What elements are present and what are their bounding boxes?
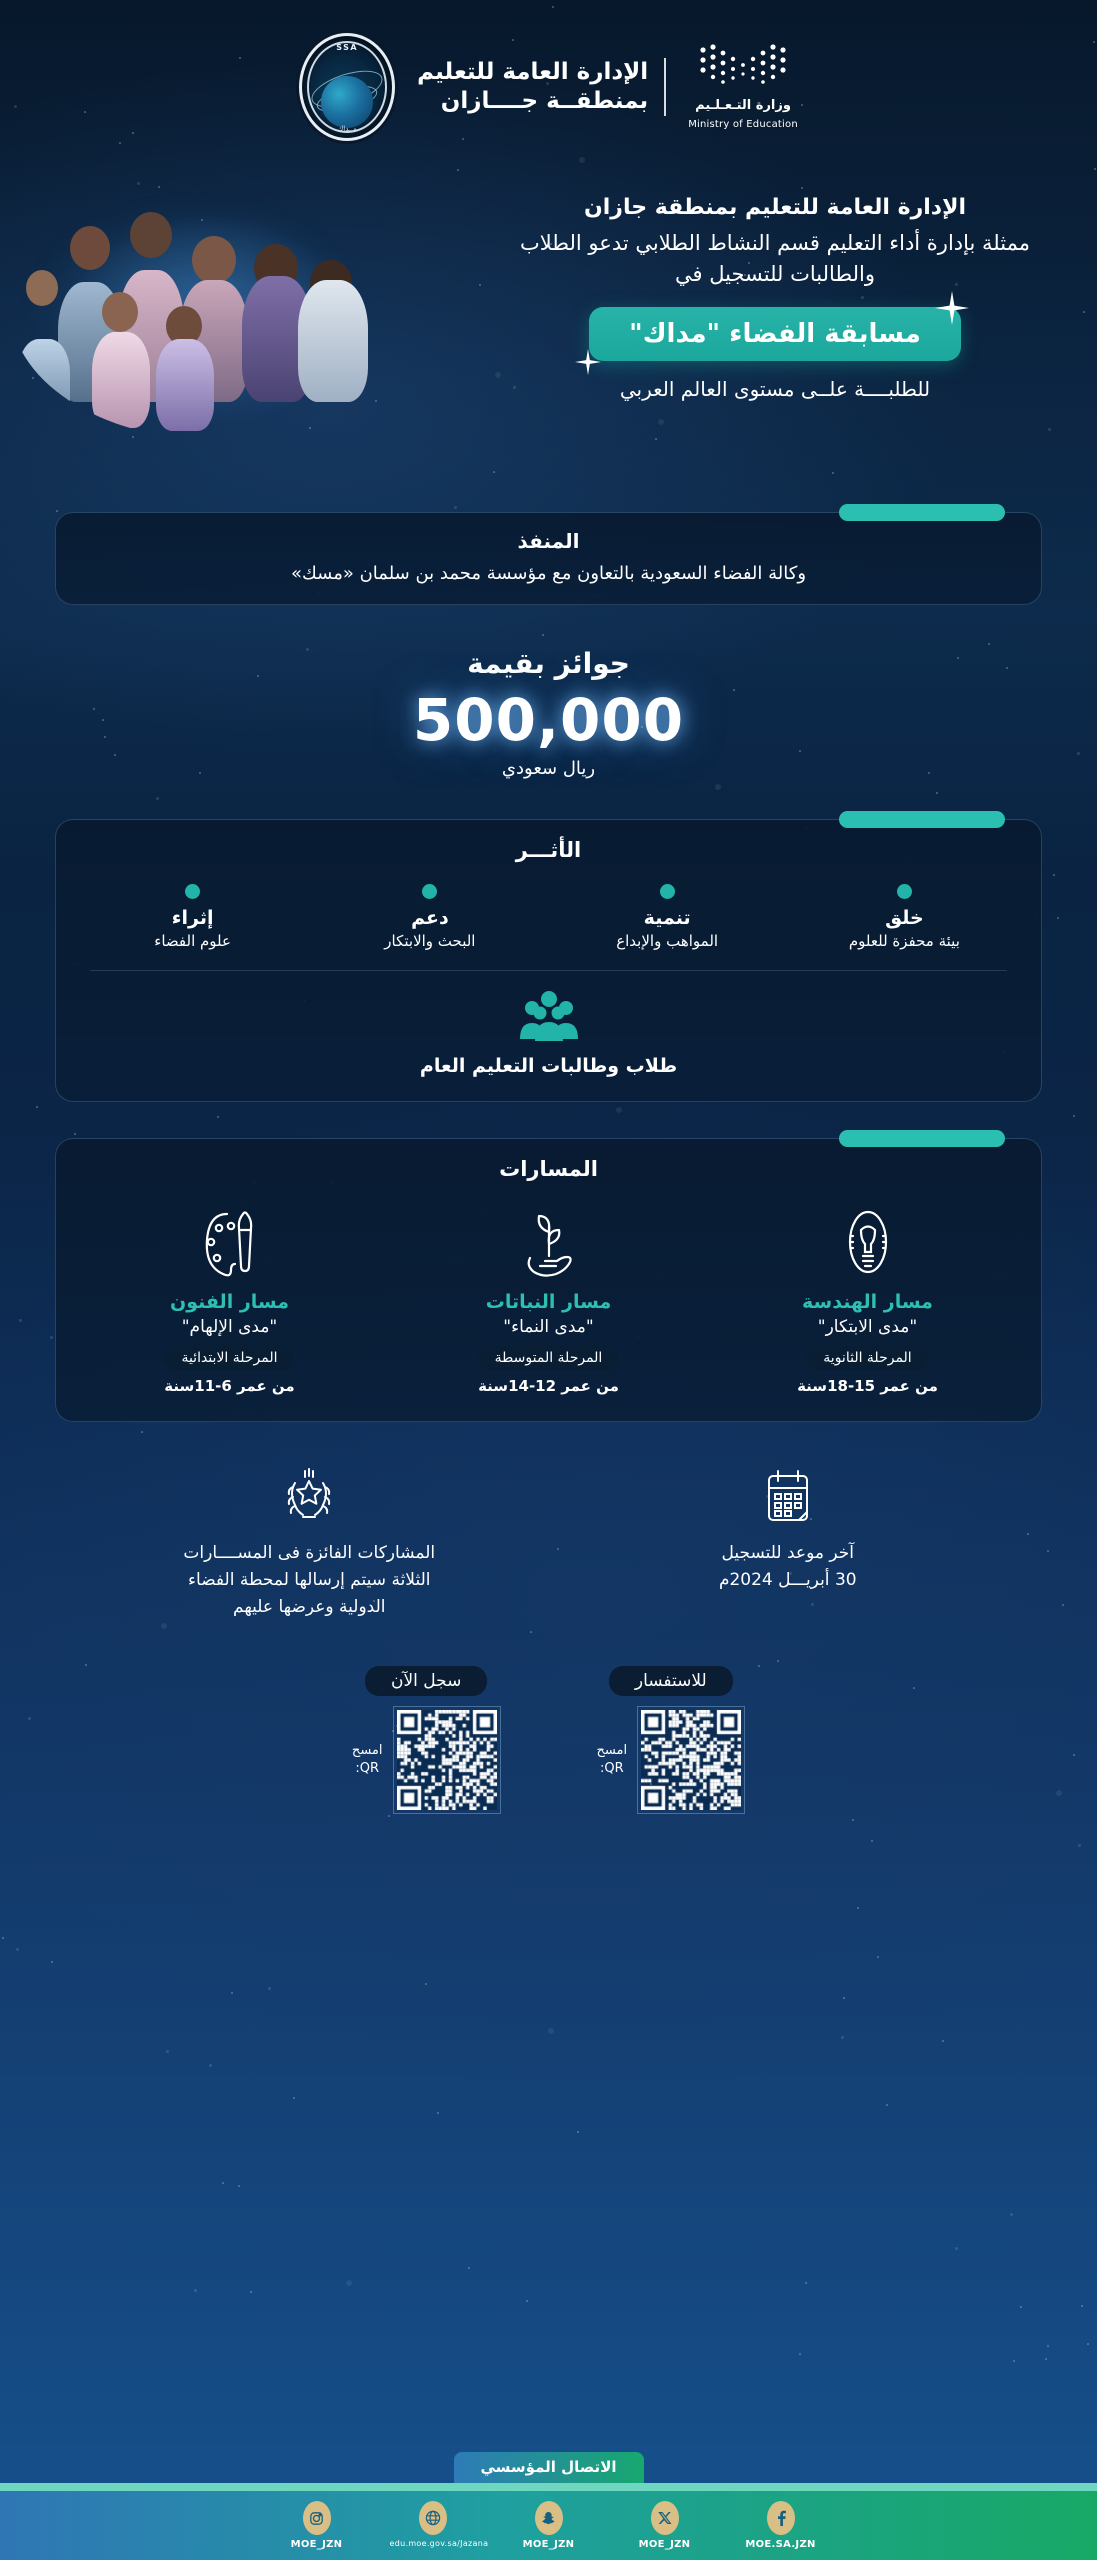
globe-icon [419, 2501, 447, 2535]
winners-block [99, 1466, 520, 1622]
social-link-website[interactable] [389, 2501, 489, 2548]
deadline-line-1: آخر موعد للتسجيل [721, 1543, 854, 1563]
x-twitter-icon [651, 2501, 679, 2535]
social-strip [0, 2491, 1097, 2560]
paths-card [55, 1138, 1042, 1422]
impact-description: بيئة محفزة للعلوم [848, 932, 960, 950]
path-stage-badge: المرحلة الابتدائية [165, 1346, 293, 1370]
footer-accent-bar [0, 2483, 1097, 2491]
social-link-facebook[interactable] [738, 2501, 824, 2550]
education-directorate-title [417, 58, 666, 117]
qr-inquiry-label: للاستفسار [609, 1666, 733, 1696]
path-item-plants[interactable] [405, 1207, 692, 1395]
winners-line-1: المشاركات الفائزة فى المســــارات [183, 1543, 436, 1563]
social-handle: MOE_JZN [638, 2539, 691, 2550]
path-title: مسار النباتات [485, 1291, 612, 1313]
hero-section [0, 164, 1097, 484]
competition-badge-wrapper [589, 307, 961, 361]
ministry-name-english: Ministry of Education [688, 119, 798, 130]
impact-word: إثراء [171, 907, 214, 929]
sparkle-icon-top [935, 291, 969, 325]
info-row [70, 1466, 1027, 1622]
path-age-range: من عمر 12-14سنة [478, 1377, 619, 1395]
social-handle: edu.moe.gov.sa/Jazana [389, 2539, 489, 2548]
prize-label: جوائز بقيمة [467, 647, 630, 680]
prize-currency: ريال سعودي [501, 758, 596, 779]
impact-word: تنمية [643, 907, 691, 929]
social-handle: MOE_JZN [290, 2539, 343, 2550]
qr-scan-line-1: امسح [596, 1743, 628, 1759]
winners-line-2: الثلاثة سيتم إرسالها لمحطة الفضاء [188, 1570, 431, 1591]
path-age-range: من عمر 15-18سنة [797, 1377, 938, 1395]
laurel-star-icon [99, 1466, 520, 1528]
path-subtitle: "مدى الابتكار" [817, 1317, 918, 1337]
paths-title: المسارات [499, 1157, 598, 1181]
students-photo [10, 174, 410, 439]
bullet-dot-icon [897, 884, 912, 899]
executor-body: وكالة الفضاء السعودية بالتعاون مع مؤسسة محمد بن سلمان «مسك» [290, 563, 807, 584]
social-link-x[interactable] [622, 2501, 708, 2550]
impact-item [321, 884, 539, 950]
snapchat-icon [535, 2501, 563, 2535]
qr-scan-hint [352, 1742, 383, 1777]
qr-code-inquiry[interactable] [637, 1706, 745, 1814]
impact-card [55, 819, 1042, 1102]
impact-item [558, 884, 776, 950]
impact-title: الأثـــر [515, 838, 582, 862]
card-tab-accent [839, 1130, 1005, 1147]
executor-card [55, 512, 1042, 605]
prize-amount: 500,000 [412, 686, 685, 754]
hero-line-3: للطلبــــة علــى مستوى العالم العربي [619, 376, 931, 401]
path-stage-badge: المرحلة الثانوية [807, 1346, 927, 1370]
emblem-top-text: SSA [336, 43, 359, 52]
hero-line-1: الإدارة العامة للتعليم بمنطقة جازان [583, 195, 967, 220]
path-title: مسار الهندسة [802, 1291, 933, 1313]
impact-item [84, 884, 302, 950]
ministry-of-education-logo [688, 44, 798, 130]
instagram-icon [303, 2501, 331, 2535]
path-item-arts[interactable] [86, 1207, 373, 1395]
group-of-people-icon [518, 989, 580, 1041]
qr-row [0, 1666, 1097, 1814]
impact-word: خلق [885, 907, 924, 929]
ssa-emblem-icon [299, 33, 395, 141]
palette-brush-icon [86, 1207, 373, 1281]
path-subtitle: "مدى النماء" [503, 1317, 594, 1337]
social-handle: MOE.SA.JZN [745, 2539, 816, 2550]
plant-in-hand-icon [405, 1207, 692, 1281]
page-header [0, 0, 1097, 160]
deadline-line-2: 30 أبريـــل 2024م [718, 1570, 857, 1591]
path-age-range: من عمر 6-11سنة [164, 1377, 295, 1395]
deadline-block [577, 1466, 998, 1594]
social-link-snapchat[interactable] [506, 2501, 592, 2550]
social-link-instagram[interactable] [274, 2501, 360, 2550]
bullet-dot-icon [660, 884, 675, 899]
qr-scan-hint [597, 1742, 628, 1777]
path-item-engineering[interactable] [724, 1207, 1011, 1395]
calendar-icon [577, 1466, 998, 1528]
target-audience [74, 971, 1023, 1101]
executor-title: المنفذ [517, 529, 580, 553]
moe-dot-pattern-icon [695, 44, 791, 92]
winners-text [99, 1540, 520, 1622]
winners-line-3: الدولية وعرضها عليهم [233, 1597, 386, 1618]
lightbulb-icon [724, 1207, 1011, 1281]
bullet-dot-icon [185, 884, 200, 899]
page-footer [0, 2452, 1097, 2560]
card-tab-accent [839, 504, 1005, 521]
directorate-line-2: بمنطقــة جــــازان [440, 88, 649, 114]
path-stage-badge: المرحلة المتوسطة [479, 1346, 619, 1370]
impact-items [74, 884, 1023, 964]
qr-scan-line-2: QR: [599, 1760, 624, 1776]
impact-description: المواهب والإبداع [616, 932, 719, 950]
path-subtitle: "مدى الإلهام" [181, 1317, 278, 1337]
hero-line-2: ممثلة بإدارة أداء التعليم قسم النشاط الطلابي تدعو الطلاب والطالبات للتسجيل في [520, 230, 1030, 287]
directorate-line-1: الإدارة العامة للتعليم [417, 58, 649, 85]
bullet-dot-icon [422, 884, 437, 899]
qr-code-register[interactable] [393, 1706, 501, 1814]
impact-word: دعم [411, 907, 449, 929]
competition-name-badge[interactable]: مسابقة الفضاء "مداك" [589, 307, 961, 361]
paths-items [70, 1207, 1027, 1395]
qr-block-inquiry [597, 1666, 746, 1814]
ministry-name-arabic: وزارة التـعـلـيم [695, 98, 791, 113]
corporate-contact-tab[interactable]: الاتصال المؤسسي [454, 2452, 644, 2483]
card-tab-accent [839, 811, 1005, 828]
impact-item [795, 884, 1013, 950]
social-handle: MOE_JZN [522, 2539, 575, 2550]
deadline-text [577, 1540, 998, 1594]
qr-scan-line-2: QR: [355, 1760, 380, 1776]
hero-copy [475, 192, 1075, 401]
qr-register-label: سجل الآن [365, 1666, 487, 1696]
facebook-icon [767, 2501, 795, 2535]
qr-scan-line-1: امسح [351, 1743, 383, 1759]
prize-section [0, 647, 1097, 779]
audience-label: طلاب وطالبات التعليم العام [419, 1055, 678, 1077]
impact-description: علوم الفضاء [154, 932, 231, 950]
impact-description: البحث والابتكار [384, 932, 476, 950]
qr-block-register [352, 1666, 501, 1814]
sparkle-icon-bottom [575, 349, 601, 375]
emblem-bottom-text: مــداك [337, 125, 357, 133]
path-title: مسار الفنون [170, 1291, 289, 1313]
